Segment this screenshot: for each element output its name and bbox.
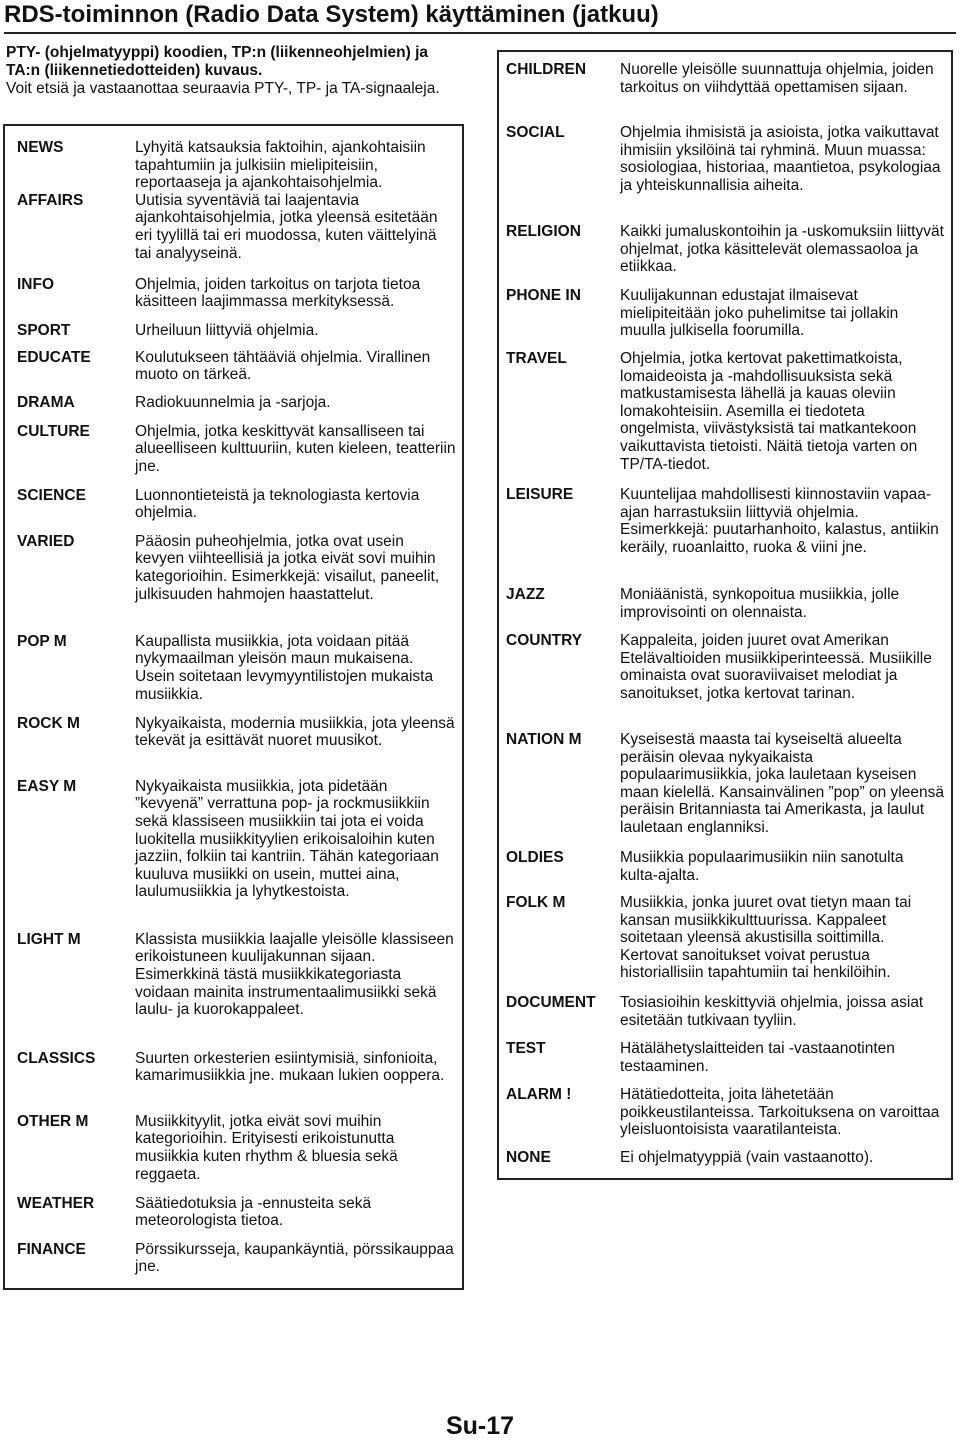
table-row (4, 1113, 463, 1195)
pty-code: DRAMA (17, 393, 75, 411)
pty-code: RELIGION (506, 223, 581, 240)
pty-code: ALARM ! (506, 1086, 572, 1103)
pty-code: WEATHER (17, 1194, 95, 1212)
pty-description: Koulutukseen tähtääviä ohjelmia. Virallinen muoto on tärkeä. (135, 348, 431, 384)
table-row (498, 586, 952, 632)
table-row (4, 322, 463, 349)
table-row (498, 124, 952, 223)
table-row (498, 994, 952, 1040)
table-row (4, 931, 463, 1050)
pty-description: Kuuntelijaa mahdollisesti kiinnostaviin vapaa-ajan harrastuksiin liittyviä ohjelmia. Esimerkkejä: puutarhanhoito, kalastus, antiikin keräily, ruoanlaitto, ruoka & viini jne. (620, 486, 939, 556)
pty-code: PHONE IN (506, 287, 581, 304)
table-row (498, 894, 952, 994)
pty-description: Tosiasioihin keskittyviä ohjelmia, joissa asiat esitetään tutkivaan tyyliin. (620, 994, 924, 1029)
pty-code: LIGHT M (17, 930, 81, 948)
pty-description: Nykyaikaista musiikkia, jota pidetään ”kevyenä” verrattuna pop- ja rockmusiikkiin sekä klassiseen musiikkiin tai jota ei voida luokitella musiikkityylien erikoisaloihin kuten jazziin, folkiin tai kantriin. Tähän kategoriaan kuuluva musiikki on usein, muttei aina, laulumusiikkia ja lyhytkestoista. (135, 777, 439, 901)
pty-code: EASY M (17, 777, 77, 795)
table-row (498, 1086, 952, 1149)
pty-code: LEISURE (506, 486, 574, 503)
table-row (4, 1050, 463, 1113)
table-row (498, 51, 952, 124)
intro-text: Voit etsiä ja vastaanottaa seuraavia PTY-, TP- ja TA-signaaleja. (6, 80, 440, 97)
pty-description: Hätälähetyslaitteiden tai -vastaanotinten testaaminen. (620, 1040, 895, 1075)
table-row (4, 349, 463, 394)
pty-description: Hätätiedotteita, joita lähetetään poikkeustilanteissa. Tarkoituksena on varoittaa yleisluontoisista vaaratilanteista. (620, 1086, 940, 1139)
pty-code: NEWS (17, 139, 64, 156)
pty-description: Pääosin puheohjelmia, jotka ovat usein kevyen viihteellisiä ja jotka eivät sovi muihin kategorioihin. Esimerkkejä: visailut, paneelit, julkisuuden hahmojen haastattelut. (135, 532, 440, 603)
table-row (4, 125, 463, 192)
pty-code: JAZZ (506, 586, 545, 603)
pty-description: Radiokuunnelmia ja -sarjoja. (135, 393, 331, 411)
page-number: Su-17 (445, 1412, 515, 1440)
pty-description: Säätiedotuksia ja -ennusteita sekä meteorologista tietoa. (135, 1194, 372, 1230)
pty-table-right (497, 50, 953, 1180)
pty-code: SPORT (17, 321, 71, 339)
pty-description: Urheiluun liittyviä ohjelmia. (135, 321, 319, 339)
table-row (4, 533, 463, 633)
table-row (4, 715, 463, 778)
pty-code: TEST (506, 1040, 546, 1057)
pty-code: FOLK M (506, 894, 566, 911)
table-row (4, 423, 463, 487)
table-row (4, 487, 463, 533)
pty-description: Kappaleita, joiden juuret ovat Amerikan Etelävaltioiden musiikkiperinteessä. Musiikille ominaista ovat suoraviivaiset melodiat ja sanoitukset, jotka kertovat tarinan. (620, 632, 932, 702)
table-row (498, 350, 952, 486)
pty-description: Pörssikursseja, kaupankäyntiä, pörssikauppaa jne. (135, 1240, 454, 1276)
pty-code: COUNTRY (506, 632, 583, 649)
pty-description: Ohjelmia, jotka keskittyvät kansalliseen tai alueelliseen kulttuuriin, kuten kieleen, teatteriin jne. (135, 422, 456, 475)
table-row (498, 632, 952, 731)
pty-description: Moniäänistä, synkopoitua musiikkia, jolle improvisointi on olennaista. (620, 586, 900, 621)
pty-description: Kuulijakunnan edustajat ilmaisevat mielipiteitään joko puhelimitse tai jollakin muulla julkisella foorumilla. (620, 287, 899, 340)
page-title: RDS-toiminnon (Radio Data System) käyttäminen (jatkuu) (4, 0, 956, 34)
table-row (4, 276, 463, 322)
table-row (4, 1195, 463, 1241)
pty-description: Luonnontieteistä ja teknologiasta kertovia ohjelmia. (135, 486, 420, 522)
pty-description: Musiikkityylit, jotka eivät sovi muihin kategorioihin. Erityisesti erikoistunutta musiikkia kuten rhythm & bluesia sekä reggaeta. (135, 1112, 398, 1183)
pty-description: Ei ohjelmatyyppiä (vain vastaanotto). (620, 1149, 874, 1166)
table-row (498, 486, 952, 586)
table-row (4, 192, 463, 276)
table-row (498, 1040, 952, 1086)
table-row (498, 731, 952, 849)
table-row (498, 223, 952, 287)
pty-code: CLASSICS (17, 1049, 96, 1067)
pty-description: Kaupallista musiikkia, jota voidaan pitää nykymaailman yleisön maun mukaisena. Usein soitetaan levymyyntilistojen mukaista musiikkia. (135, 632, 434, 703)
pty-code: POP M (17, 632, 67, 650)
pty-code: DOCUMENT (506, 994, 596, 1011)
table-row (4, 633, 463, 715)
pty-code: NONE (506, 1149, 551, 1166)
pty-code: ROCK M (17, 714, 80, 732)
pty-description: Suurten orkesterien esiintymisiä, sinfonioita, kamarimusiikkia jne. mukaan lukien ooppera. (135, 1049, 445, 1085)
pty-code: TRAVEL (506, 350, 567, 367)
pty-description: Lyhyitä katsauksia faktoihin, ajankohtaisiin tapahtumiin ja julkisiin mielipiteisiin, reportaaseja ja ajankohtaisohjelmia. (135, 139, 426, 192)
pty-code: CHILDREN (506, 61, 587, 78)
pty-code: AFFAIRS (17, 191, 84, 209)
table-row (4, 778, 463, 931)
pty-description: Nuorelle yleisölle suunnattuja ohjelmia, joiden tarkoitus on viihdyttää opettamisen sijaan. (620, 61, 934, 96)
pty-description: Ohjelmia, joiden tarkoitus on tarjota tietoa käsitteen laajimmassa merkityksessä. (135, 275, 421, 311)
pty-description: Musiikkia populaarimusiikin niin sanotulta kulta-ajalta. (620, 849, 904, 884)
pty-code: VARIED (17, 532, 75, 550)
pty-table-left (3, 124, 464, 1290)
table-row (498, 287, 952, 350)
pty-code: EDUCATE (17, 348, 91, 366)
pty-description: Uutisia syventäviä tai laajentavia ajankohtaisohjelmia, jotka yleensä esitetään eri tyylillä tai eri muodossa, kuten väittelyinä tai analyyseinä. (135, 191, 438, 262)
pty-code: INFO (17, 275, 55, 293)
table-row (4, 1241, 463, 1289)
table-row (498, 1149, 952, 1179)
intro-section (6, 44, 458, 98)
pty-code: SOCIAL (506, 124, 565, 141)
pty-description: Ohjelmia, jotka kertovat pakettimatkoista, lomaideoista ja -mahdollisuuksista sekä matkustamisesta lähellä ja kauas oleviin lomakohteisiin. Asemilla ei tiedoteta ongelmista, viivästyksistä tai matkantekoon vaikuttavista tietoisti. Näitä tietoja varten on TP/TA-tiedot. (620, 350, 918, 473)
pty-code: SCIENCE (17, 486, 86, 504)
pty-description: Klassista musiikkia laajalle yleisölle klassiseen erikoistuneen kuulijakunnan sijaan. Esimerkkinä tästä musiikkikategoriasta voidaan mainita instrumentaalimusiikki sekä laulu- ja kuorokappaleet. (135, 930, 454, 1019)
pty-code: NATION M (506, 731, 582, 748)
table-row (4, 394, 463, 423)
pty-code: FINANCE (17, 1240, 86, 1258)
pty-code: CULTURE (17, 422, 90, 440)
table-row (498, 849, 952, 894)
pty-description: Ohjelmia ihmisistä ja asioista, jotka vaikuttavat ihmisiin yksilöinä tai ryhminä. Muun muassa: sosiologiaa, historiaa, maantietoa, psykologiaa ja yhteiskunnallisia aiheita. (620, 124, 941, 194)
intro-heading: PTY- (ohjelmatyyppi) koodien, TP:n (liikenneohjelmien) ja TA:n (liikennetiedotteiden) kuvaus. (6, 44, 428, 79)
pty-code: OTHER M (17, 1112, 89, 1130)
pty-code: OLDIES (506, 849, 564, 866)
pty-description: Nykyaikaista, modernia musiikkia, jota yleensä tekevät ja esittävät nuoret muusikot. (135, 714, 455, 750)
pty-description: Musiikkia, jonka juuret ovat tietyn maan tai kansan musiikkikulttuurissa. Kappaleet soitetaan yleensä akustisilla soittimilla. Kertovat sanoitukset voivat perustua historiallisiin tapahtumiin tai henkilöihin. (620, 894, 912, 982)
pty-description: Kyseisestä maasta tai kyseiseltä alueelta peräisin olevaa nykyaikaista populaarimusiikkia, joka lauletaan kyseisen maan kielellä. Kansainvälinen ”pop” on yleensä peräisin Britanniasta tai Amerikasta, ja laulut lauletaan englanniksi. (620, 731, 944, 836)
pty-description: Kaikki jumaluskontoihin ja -uskomuksiin liittyvät ohjelmat, jotka käsittelevät olemassaoloa ja etiikkaa. (620, 223, 944, 276)
